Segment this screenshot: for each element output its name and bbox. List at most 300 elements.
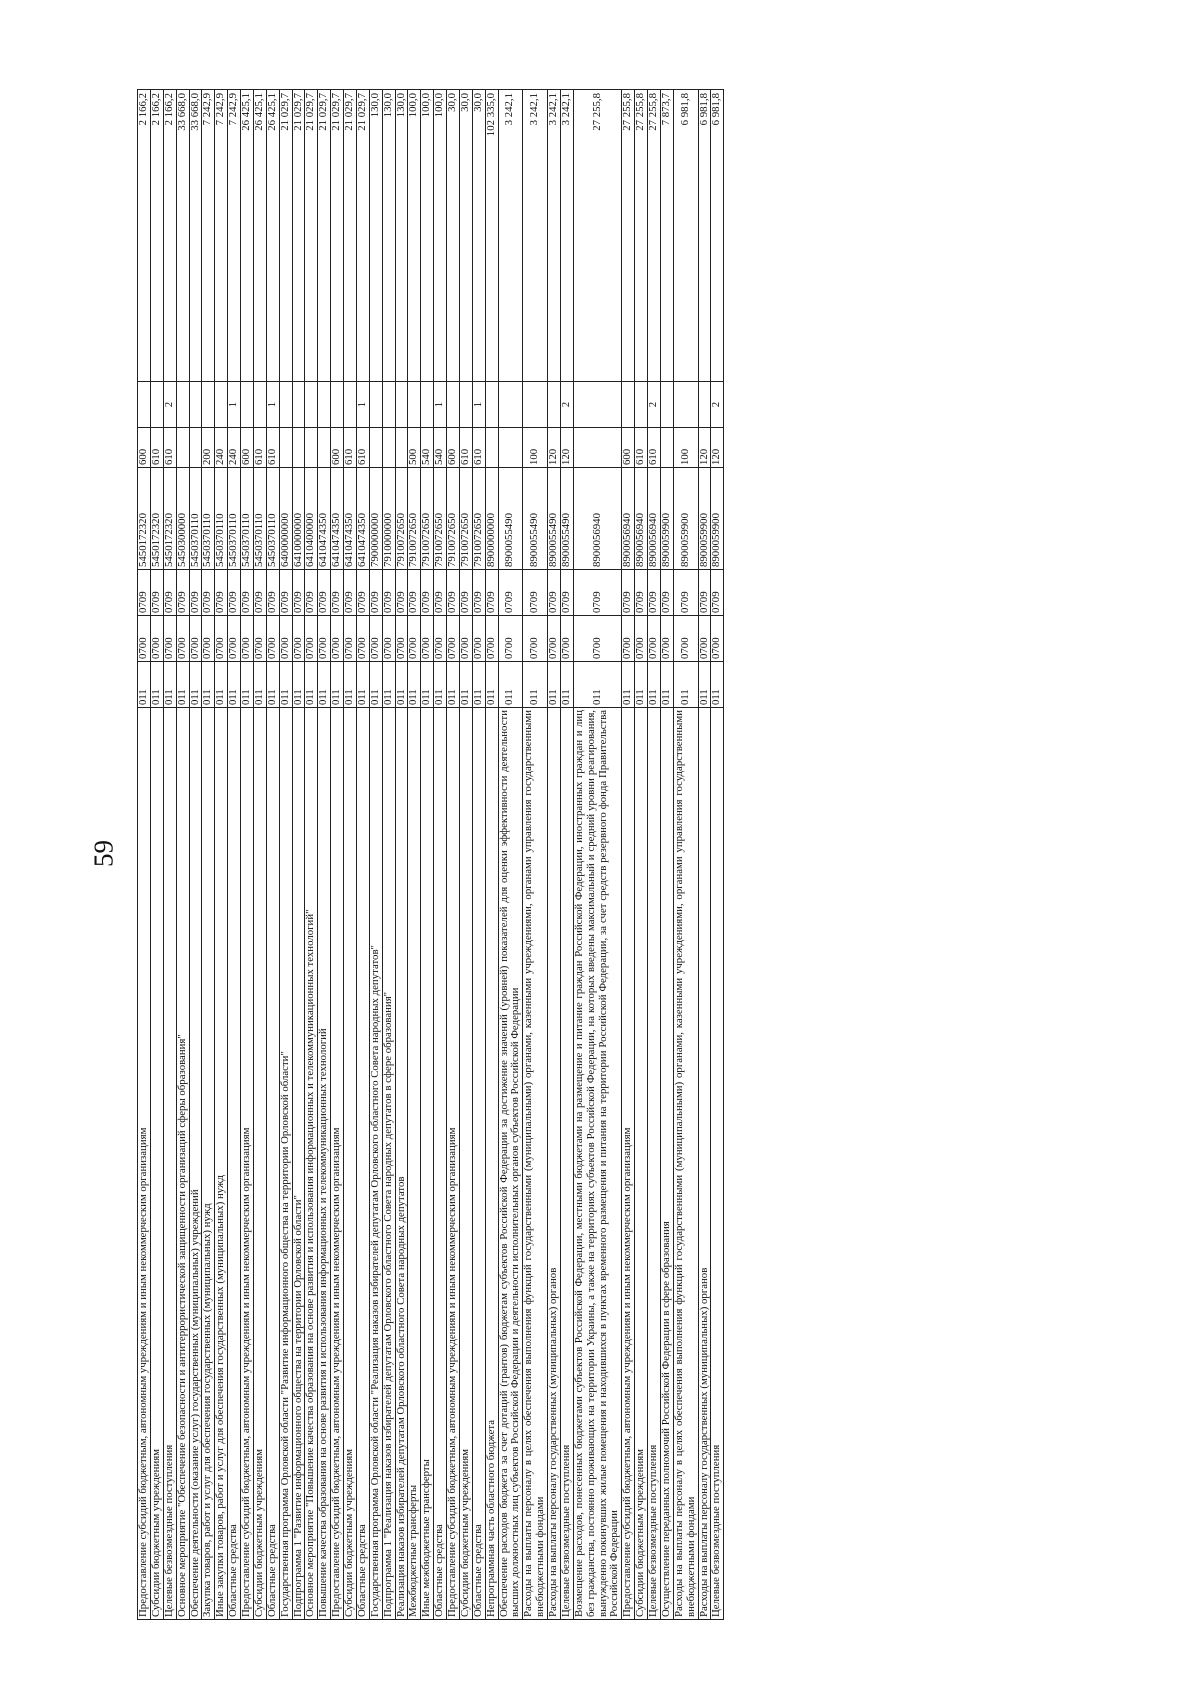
source-mark [622,382,635,428]
source-mark [421,382,434,428]
code-ministry: 011 [163,662,176,708]
source-mark [344,382,357,428]
code-target: 8900059900 [711,468,724,570]
code-section: 0700 [560,616,573,662]
source-mark [447,382,460,428]
code-target: 8900056940 [635,468,648,570]
code-target: 5450370110 [241,468,254,570]
code-ministry: 011 [253,662,266,708]
code-target: 8900056940 [622,468,635,570]
code-subsection: 0709 [279,570,292,616]
code-subsection: 0709 [356,570,369,616]
code-ministry: 011 [548,662,561,708]
page-number: 59 [88,840,119,867]
row-name: Основное мероприятие "Обеспечение безопасности и антитеррористической защищенности организаций сферы образования" [176,708,189,1620]
code-expense-type [305,428,318,468]
code-subsection: 0709 [472,570,485,616]
budget-table [137,89,724,1620]
source-mark [459,382,472,428]
code-section: 0700 [176,616,189,662]
source-mark [331,382,344,428]
table-row [560,90,573,1620]
amount: 3 242,1 [498,90,523,382]
source-mark: 1 [434,382,447,428]
code-target: 8900056940 [573,468,622,570]
source-mark [523,382,548,428]
row-name: Целевые безвозмездные поступления [711,708,724,1620]
source-mark [660,382,673,428]
code-target: 6410400000 [305,468,318,570]
table-row [459,90,472,1620]
code-section: 0700 [548,616,561,662]
source-mark [202,382,215,428]
amount: 3 242,1 [523,90,548,382]
code-expense-type: 600 [447,428,460,468]
row-name: Областные средства [266,708,279,1620]
code-ministry: 011 [459,662,472,708]
code-target: 5450172320 [150,468,163,570]
table-row [228,90,241,1620]
code-target: 8900059900 [698,468,711,570]
source-mark: 1 [266,382,279,428]
code-target: 5450370110 [215,468,228,570]
code-subsection: 0709 [318,570,331,616]
code-target: 7910072650 [472,468,485,570]
code-target: 7910072650 [459,468,472,570]
code-expense-type: 610 [344,428,357,468]
code-section: 0700 [344,616,357,662]
row-name: Субсидии бюджетным учреждениям [253,708,266,1620]
code-subsection: 0709 [459,570,472,616]
code-subsection: 0709 [305,570,318,616]
code-subsection: 0709 [523,570,548,616]
amount: 7 242,9 [202,90,215,382]
row-name: Целевые безвозмездные поступления [163,708,176,1620]
table-row [318,90,331,1620]
table-row [421,90,434,1620]
code-ministry: 011 [622,662,635,708]
table-row [266,90,279,1620]
code-expense-type: 100 [673,428,698,468]
code-subsection: 0709 [253,570,266,616]
amount: 27 255,8 [573,90,622,382]
source-mark [279,382,292,428]
code-expense-type [189,428,202,468]
code-expense-type: 600 [622,428,635,468]
code-section: 0700 [395,616,408,662]
code-expense-type: 610 [635,428,648,468]
code-section: 0700 [356,616,369,662]
row-name: Основное мероприятие "Повышение качества образования на основе развития и использования информационных и телекоммуникационных технологий" [305,708,318,1620]
source-mark [369,382,382,428]
table-row [176,90,189,1620]
code-subsection: 0709 [138,570,151,616]
code-ministry: 011 [635,662,648,708]
code-ministry: 011 [648,662,661,708]
rotated-page [137,90,1055,1620]
budget-table-body [138,90,724,1620]
table-row [434,90,447,1620]
row-name: Субсидии бюджетным учреждениям [344,708,357,1620]
table-row [202,90,215,1620]
source-mark: 2 [163,382,176,428]
code-subsection: 0709 [434,570,447,616]
code-ministry: 011 [176,662,189,708]
source-mark [573,382,622,428]
table-row [472,90,485,1620]
code-section: 0700 [472,616,485,662]
code-expense-type [498,428,523,468]
source-mark [253,382,266,428]
code-ministry: 011 [421,662,434,708]
code-section: 0700 [485,616,498,662]
code-section: 0700 [498,616,523,662]
amount: 130,0 [395,90,408,382]
code-ministry: 011 [150,662,163,708]
amount: 21 029,7 [318,90,331,382]
table-row [344,90,357,1620]
amount: 33 668,0 [189,90,202,382]
code-section: 0700 [573,616,622,662]
row-name: Областные средства [434,708,447,1620]
code-section: 0700 [150,616,163,662]
table-row [698,90,711,1620]
code-target: 8900000000 [485,468,498,570]
code-section: 0700 [635,616,648,662]
amount: 21 029,7 [279,90,292,382]
code-ministry: 011 [344,662,357,708]
code-subsection: 0709 [163,570,176,616]
code-expense-type [279,428,292,468]
amount: 2 166,2 [150,90,163,382]
table-row [189,90,202,1620]
code-target: 7910000000 [382,468,395,570]
row-name: Областные средства [228,708,241,1620]
code-ministry: 011 [711,662,724,708]
code-target: 5450172320 [163,468,176,570]
code-section: 0700 [279,616,292,662]
code-target: 7910072650 [421,468,434,570]
code-expense-type: 610 [266,428,279,468]
code-subsection: 0709 [228,570,241,616]
code-subsection: 0709 [635,570,648,616]
amount: 21 029,7 [292,90,305,382]
code-expense-type: 200 [202,428,215,468]
code-ministry: 011 [279,662,292,708]
code-section: 0700 [241,616,254,662]
code-target: 5450300000 [176,468,189,570]
code-target: 6410474350 [331,468,344,570]
code-expense-type: 540 [434,428,447,468]
code-subsection: 0709 [548,570,561,616]
amount: 21 029,7 [356,90,369,382]
code-target: 7910072650 [447,468,460,570]
amount: 7 873,7 [660,90,673,382]
code-target: 5450370110 [266,468,279,570]
code-expense-type: 500 [408,428,421,468]
amount: 7 242,9 [215,90,228,382]
code-section: 0700 [408,616,421,662]
amount: 27 255,8 [648,90,661,382]
table-row [485,90,498,1620]
code-expense-type: 100 [523,428,548,468]
table-row [648,90,661,1620]
code-target: 8900055490 [560,468,573,570]
table-row [573,90,622,1620]
code-subsection: 0709 [150,570,163,616]
code-expense-type: 610 [648,428,661,468]
amount: 26 425,1 [266,90,279,382]
table-row [331,90,344,1620]
code-subsection: 0709 [369,570,382,616]
code-section: 0700 [660,616,673,662]
table-row [635,90,648,1620]
code-section: 0700 [138,616,151,662]
code-ministry: 011 [560,662,573,708]
code-target: 8900059900 [660,468,673,570]
code-target: 7910072650 [434,468,447,570]
code-ministry: 011 [318,662,331,708]
code-section: 0700 [622,616,635,662]
code-target: 7900000000 [369,468,382,570]
table-row [622,90,635,1620]
table-row [660,90,673,1620]
table-row [163,90,176,1620]
code-ministry: 011 [434,662,447,708]
code-section: 0700 [202,616,215,662]
code-subsection: 0709 [331,570,344,616]
code-target: 6410474350 [356,468,369,570]
amount: 6 981,8 [711,90,724,382]
row-name: Государственная программа Орловской области "Развитие информационного общества на территории Орловской области" [279,708,292,1620]
code-target: 5450370110 [202,468,215,570]
amount: 33 668,0 [176,90,189,382]
amount: 130,0 [369,90,382,382]
source-mark [150,382,163,428]
code-section: 0700 [163,616,176,662]
code-ministry: 011 [202,662,215,708]
code-subsection: 0709 [648,570,661,616]
code-expense-type: 600 [138,428,151,468]
row-name: Закупка товаров, работ и услуг для обеспечения государственных (муниципальных) нужд [202,708,215,1620]
source-mark [305,382,318,428]
code-ministry: 011 [266,662,279,708]
source-mark [395,382,408,428]
row-name: Субсидии бюджетным учреждениям [459,708,472,1620]
code-section: 0700 [447,616,460,662]
code-ministry: 011 [673,662,698,708]
amount: 100,0 [434,90,447,382]
code-subsection: 0709 [241,570,254,616]
code-expense-type: 600 [241,428,254,468]
code-ministry: 011 [369,662,382,708]
amount: 30,0 [459,90,472,382]
code-target: 6410474350 [318,468,331,570]
code-expense-type: 600 [331,428,344,468]
table-row [395,90,408,1620]
table-row [138,90,151,1620]
amount: 30,0 [447,90,460,382]
row-name: Возмещение расходов, понесенных бюджетами субъектов Российской Федерации, местными бюджетами на размещение и питание граждан Российской Федерации, иностранных граждан и лиц без гражданства, постоянно проживающих на территории Украины, а также на территориях субъектов Российской Федерации, на которых введены максимальный и средний уровни реагирования, вынужденно покинувших жилые помещения и находившихся в пунктах временного размещения и питания на территории Российской Федерации, за счет средств резервного фонда Правительства Российской Федерации [573,708,622,1620]
code-expense-type: 610 [356,428,369,468]
code-section: 0700 [292,616,305,662]
code-subsection: 0709 [711,570,724,616]
code-target: 6410000000 [292,468,305,570]
code-expense-type [395,428,408,468]
row-name: Подпрограмма 1 "Развитие информационного общества на территории Орловской области" [292,708,305,1620]
table-row [711,90,724,1620]
code-expense-type: 120 [711,428,724,468]
code-ministry: 011 [189,662,202,708]
code-section: 0700 [434,616,447,662]
row-name: Повышение качества образования на основе развития и использования информационных и телекоммуникационных технологий [318,708,331,1620]
table-row [523,90,548,1620]
row-name: Расходы на выплаты персоналу государственных (муниципальных) органов [698,708,711,1620]
code-target: 8900056940 [648,468,661,570]
code-expense-type: 610 [150,428,163,468]
code-subsection: 0709 [344,570,357,616]
code-ministry: 011 [228,662,241,708]
code-subsection: 0709 [698,570,711,616]
row-name: Расходы на выплаты персоналу в целях обеспечения выполнения функций государственными (муниципальными) органами, казенными учреждениями, органами управления государственными внебюджетными фондами [523,708,548,1620]
code-ministry: 011 [698,662,711,708]
row-name: Предоставление субсидий бюджетным, автономным учреждениям и иным некоммерческим организациям [138,708,151,1620]
code-subsection: 0709 [176,570,189,616]
amount: 100,0 [421,90,434,382]
source-mark: 1 [356,382,369,428]
amount: 7 242,9 [228,90,241,382]
table-row [241,90,254,1620]
source-mark [382,382,395,428]
amount: 100,0 [408,90,421,382]
code-target: 5450172320 [138,468,151,570]
amount: 2 166,2 [138,90,151,382]
code-section: 0700 [318,616,331,662]
source-mark: 2 [711,382,724,428]
table-row [305,90,318,1620]
source-mark [292,382,305,428]
code-subsection: 0709 [202,570,215,616]
code-section: 0700 [459,616,472,662]
amount: 26 425,1 [253,90,266,382]
code-section: 0700 [648,616,661,662]
table-row [369,90,382,1620]
code-expense-type: 610 [253,428,266,468]
amount: 30,0 [472,90,485,382]
source-mark [138,382,151,428]
code-ministry: 011 [447,662,460,708]
source-mark: 1 [228,382,241,428]
table-row [292,90,305,1620]
code-expense-type: 120 [698,428,711,468]
row-name: Предоставление субсидий бюджетным, автономным учреждениям и иным некоммерческим организациям [622,708,635,1620]
row-name: Реализация наказов избирателей депутатам Орловского областного Совета народных депутатов [395,708,408,1620]
row-name: Государственная программа Орловской области "Реализация наказов избирателей депутатам Орловского областного Совета народных депутатов" [369,708,382,1620]
row-name: Областные средства [472,708,485,1620]
source-mark [485,382,498,428]
code-expense-type: 610 [472,428,485,468]
row-name: Целевые безвозмездные поступления [560,708,573,1620]
code-ministry: 011 [215,662,228,708]
amount: 102 335,0 [485,90,498,382]
code-section: 0700 [698,616,711,662]
source-mark: 1 [472,382,485,428]
code-subsection: 0709 [498,570,523,616]
amount: 3 242,1 [548,90,561,382]
code-section: 0700 [382,616,395,662]
code-subsection: 0709 [447,570,460,616]
row-name: Иные закупки товаров, работ и услуг для обеспечения государственных (муниципальных) нужд [215,708,228,1620]
code-expense-type [369,428,382,468]
row-name: Подпрограмма 1 "Реализация наказов избирателей депутатам Орловского областного Совета народных депутатов в сфере образования" [382,708,395,1620]
table-row [150,90,163,1620]
code-section: 0700 [331,616,344,662]
code-target: 8900055490 [548,468,561,570]
source-mark [318,382,331,428]
source-mark [673,382,698,428]
code-subsection: 0709 [421,570,434,616]
code-subsection: 0709 [292,570,305,616]
table-row [408,90,421,1620]
code-target: 8900055490 [523,468,548,570]
code-expense-type [660,428,673,468]
code-target: 7910072650 [395,468,408,570]
code-subsection: 0709 [382,570,395,616]
source-mark [635,382,648,428]
code-ministry: 011 [241,662,254,708]
amount: 21 029,7 [305,90,318,382]
code-ministry: 011 [292,662,305,708]
code-subsection: 0709 [215,570,228,616]
code-section: 0700 [523,616,548,662]
table-row [279,90,292,1620]
code-expense-type: 540 [421,428,434,468]
code-subsection: 0709 [573,570,622,616]
code-subsection: 0709 [408,570,421,616]
source-mark [548,382,561,428]
code-section: 0700 [305,616,318,662]
code-subsection: 0709 [189,570,202,616]
table-row [215,90,228,1620]
code-section: 0700 [421,616,434,662]
code-section: 0700 [673,616,698,662]
source-mark [176,382,189,428]
source-mark [215,382,228,428]
source-mark [241,382,254,428]
code-expense-type: 120 [560,428,573,468]
code-ministry: 011 [660,662,673,708]
row-name: Целевые безвозмездные поступления [648,708,661,1620]
code-expense-type [176,428,189,468]
code-subsection: 0709 [560,570,573,616]
code-subsection: 0709 [622,570,635,616]
code-target: 8900055490 [498,468,523,570]
code-section: 0700 [189,616,202,662]
row-name: Обеспечение расходов бюджета за счет дотаций (грантов) бюджетам субъектов Российской Федерации за достижение значений (уровней) показателей для оценки эффективности деятельности высших должностных лиц субъектов Российской Федерации и деятельности исполнительных органов субъектов Российской Федерации [498,708,523,1620]
code-expense-type: 240 [215,428,228,468]
source-mark [698,382,711,428]
code-section: 0700 [369,616,382,662]
table-row [356,90,369,1620]
code-subsection: 0709 [266,570,279,616]
amount: 26 425,1 [241,90,254,382]
code-subsection: 0709 [485,570,498,616]
code-expense-type: 610 [459,428,472,468]
row-name: Областные средства [356,708,369,1620]
amount: 6 981,8 [673,90,698,382]
code-target: 8900059900 [673,468,698,570]
row-name: Предоставление субсидий бюджетным, автономным учреждениям и иным некоммерческим организациям [241,708,254,1620]
